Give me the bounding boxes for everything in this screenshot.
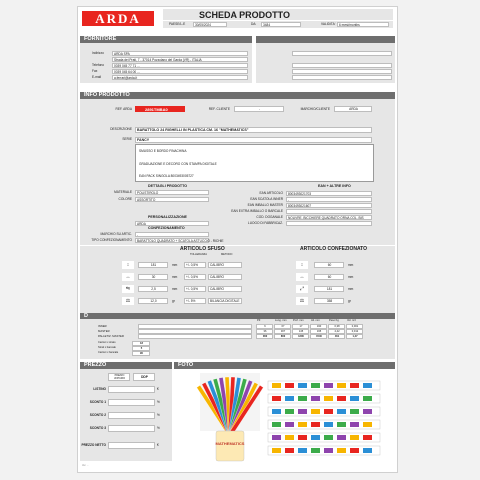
imballi-cell: 1200 <box>292 334 309 339</box>
ruler-decoration <box>324 435 333 440</box>
ruler-decoration <box>337 435 346 440</box>
side-field <box>292 63 392 68</box>
imballi-row-bar <box>138 324 252 329</box>
ruler-decoration <box>337 396 346 401</box>
product-photo-svg <box>198 371 388 463</box>
marchio-value: ARDA <box>334 106 372 112</box>
personalizzazione-heading: PERSONALIZZAZIONE <box>148 215 187 219</box>
imballi-cell: 0,001 <box>346 324 363 329</box>
imballi-cell: 67 <box>274 324 291 329</box>
imballi-row-bar <box>138 329 252 334</box>
serie-value: FANCY <box>135 137 372 143</box>
ean-label: EAN ARTICOLO <box>259 191 283 195</box>
brand-logo-text: ARDA <box>95 10 141 26</box>
field-label: VALIDITA' <box>321 22 336 26</box>
ruler-decoration <box>324 448 333 453</box>
prezzo-input[interactable] <box>108 425 155 432</box>
descrizione-label: DESCRIZIONE <box>110 127 132 131</box>
imballi-cell: 1540 <box>310 334 327 339</box>
fornitore-label: Fax <box>92 69 98 73</box>
section-header-prezzo: PREZZO <box>80 362 172 369</box>
tolleranza-label: TOLLERANZA <box>190 253 207 256</box>
page-title-text: SCHEDA PRODOTTO <box>199 10 291 20</box>
imballi-cell: 0,012 <box>346 329 363 334</box>
imballi-row-label: MASTER <box>98 329 110 333</box>
ruler-decoration <box>298 396 307 401</box>
sfuso-value: 181 <box>138 262 168 268</box>
imballi-row-label: INNER <box>98 324 107 328</box>
imballi-column-header: Lung. mm <box>275 319 287 322</box>
ruler-decoration <box>311 383 320 388</box>
sfuso-method: CALIBRO <box>208 262 242 268</box>
ref-arda-text: 2891TMBA0 <box>145 107 168 112</box>
issue-date: 30/05/2024 <box>193 22 227 27</box>
ean-master: 8003493021607 <box>286 203 372 208</box>
ruler-decoration <box>285 383 294 388</box>
validity: 6 mesi/months <box>337 22 389 27</box>
width-icon: ↔ <box>122 273 134 281</box>
ruler-decoration <box>337 422 346 427</box>
metodo-label: METODO <box>221 253 233 256</box>
ruler-decoration <box>285 396 294 401</box>
ruler-decoration <box>363 435 372 440</box>
prezzo-unit: % <box>157 413 160 417</box>
depth-icon: ⤢ <box>296 285 308 293</box>
fornitore-label: Indirizzo <box>92 51 104 55</box>
articolo-sfuso-heading: ARTICOLO SFUSO <box>180 246 225 252</box>
side-field <box>292 51 392 56</box>
product-photo <box>198 371 388 463</box>
ean-inner: - <box>286 197 372 202</box>
desc-line: GRADUAZIONE E DECORO CON STAMPA DIGITALE <box>139 162 217 166</box>
imballi-cell: 461 <box>328 334 345 339</box>
imballi-column-header: Vol. m3 <box>347 319 356 322</box>
ruler-decoration <box>285 448 294 453</box>
ruler-decoration <box>272 396 281 401</box>
canister-label: MATHEMATICS <box>215 441 245 446</box>
articolo-confezionato-heading: ARTICOLO CONFEZIONATO <box>300 246 368 252</box>
imballi-cell: 360 <box>256 334 273 339</box>
field-label: DA: <box>251 22 257 26</box>
brand-logo <box>82 11 154 26</box>
prezzo-label: SCONTO 2 <box>89 413 106 417</box>
ean-label: EAN IMBALLO MASTER <box>247 203 283 207</box>
pallet-label: Strati x bancale <box>98 346 116 349</box>
conf-unit: mm <box>348 275 354 279</box>
ruler-decoration <box>311 435 320 440</box>
weight-icon: ⚖ <box>122 297 134 305</box>
description-lines <box>135 144 374 182</box>
sfuso-method: CALIBRO <box>208 286 242 292</box>
product-sheet <box>77 6 398 473</box>
ean-label: COD. DOGANALE <box>256 215 283 219</box>
section-header-info: INFO PRODOTTO <box>80 92 395 99</box>
ruler-decoration <box>363 396 372 401</box>
imballi-row-label: PALLETIZ. MASTER <box>98 334 124 338</box>
ruler-decoration <box>350 409 359 414</box>
ean-label: EAN SCATOLA INNER <box>250 197 283 201</box>
prezzo-label: LISTINO <box>93 387 106 391</box>
conf-value: 60 <box>314 262 344 268</box>
fornitore-phone: 0039 045 77 71 ... <box>112 63 248 68</box>
tipo-conf-value: BARATTOLO QUADRATO + SCATOLA ASTUCCIO - RICHIE <box>137 239 224 243</box>
fornitore-label: Telefono <box>92 63 105 67</box>
page-title <box>163 9 393 20</box>
fornitore-fax: 0039 045 64 00 ... <box>112 69 248 74</box>
ruler-decoration <box>311 396 320 401</box>
ruler-decoration <box>298 435 307 440</box>
sfuso-tolerance: +/- 0,5% <box>184 262 206 268</box>
ruler-decoration <box>350 448 359 453</box>
sfuso-method: BILANCIA DIGITALE <box>208 298 242 304</box>
ruler-decoration <box>298 448 307 453</box>
conf-value: 181 <box>314 286 344 292</box>
width-icon: ↔ <box>296 273 308 281</box>
sfuso-tolerance: +/- 0,5% <box>184 274 206 280</box>
sfuso-unit: mm <box>172 263 178 267</box>
imballi-cell: 195 <box>310 329 327 334</box>
sfuso-method: CALIBRO <box>208 274 242 280</box>
confezionamento-heading: CONFEZIONAMENTO <box>148 226 185 230</box>
thickness-icon: ⇋ <box>122 285 134 293</box>
ruler-decoration <box>298 409 307 414</box>
ruler-decoration <box>350 396 359 401</box>
ruler-decoration <box>272 435 281 440</box>
ruler-decoration <box>350 435 359 440</box>
section-header-foto: FOTO <box>174 362 395 369</box>
imballi-column-header: Alt. mm <box>311 319 320 322</box>
sfuso-unit: mm <box>172 275 178 279</box>
ruler-stack-right <box>268 381 380 455</box>
ruler-decoration <box>285 422 294 427</box>
field-label: PAESE/L-E <box>169 22 186 26</box>
fornitore-label: E-mail <box>92 75 102 79</box>
ruler-decoration <box>311 448 320 453</box>
conf-value: 60 <box>314 274 344 280</box>
ref-cliente-value: - <box>234 106 284 112</box>
desc-line: SMUSSO E BORDO FINACHINA <box>139 149 187 153</box>
materiale-value: POLISTIROLO <box>135 190 209 195</box>
tipo-conf-label: TIPO CONFEZIONAMENTO <box>91 238 132 242</box>
prezzo-input[interactable] <box>108 399 155 406</box>
prezzo-label: SCONTO 1 <box>89 400 106 404</box>
imballi-cell: 0,38 <box>328 324 345 329</box>
imballi-cell: 36 <box>256 329 273 334</box>
ruler-decoration <box>363 422 372 427</box>
materiale-label: MATERIALE <box>114 190 132 194</box>
imballi-column-header: Peso Kg <box>329 319 339 322</box>
height-icon: ↕ <box>122 261 134 269</box>
ean-label: EAN EXTRA IMBALLO O BARCALE <box>231 209 283 213</box>
imballi-cell: 800 <box>274 334 291 339</box>
footer-text: Ver. ... <box>82 464 89 467</box>
imballi-cell: 4,42 <box>328 329 345 334</box>
prezzo-input[interactable] <box>108 412 155 419</box>
weight-icon: ⚖ <box>296 297 308 305</box>
imballi-row-bar <box>138 334 252 339</box>
ref-cliente-label: REF. CLIENTE <box>208 107 230 111</box>
ruler-decoration <box>324 422 333 427</box>
ruler-decoration <box>272 422 281 427</box>
ean-heading: EAN + ALTRE INFO <box>318 184 351 188</box>
sfuso-unit: mm <box>172 287 178 291</box>
ddp-header: DDP <box>133 373 155 381</box>
section-header-fornitore: FORNITORE <box>80 36 252 43</box>
ruler-decoration <box>298 383 307 388</box>
ean-articolo: 8003493021703 <box>286 191 372 196</box>
ruler-decoration <box>311 422 320 427</box>
ruler-decoration <box>363 448 372 453</box>
conf-unit: mm <box>348 287 354 291</box>
marchio-artic-label: MARCHIO SU ARTIC. <box>100 232 132 236</box>
imballi-cell: 6 <box>256 324 273 329</box>
ref-arda-label: REF. ARDA <box>115 107 132 111</box>
ruler-decoration <box>363 383 372 388</box>
prezzo-unit: % <box>157 426 160 430</box>
canister <box>216 431 244 461</box>
prezzo-unit: % <box>157 400 160 404</box>
doc-number: 3484 <box>261 22 301 27</box>
pallet-label: Cartoni x strato <box>98 341 116 344</box>
pallet-value: 90 <box>132 351 150 356</box>
ruler-decoration <box>285 435 294 440</box>
marchio-artic-value: - <box>135 232 209 237</box>
fornitore-email: a.ferrari@arda.it <box>112 75 248 80</box>
ruler-decoration <box>350 422 359 427</box>
marchio-label: MARCHIO/CLIENTE <box>300 107 330 111</box>
side-field <box>292 69 392 74</box>
prezzo-label: SCONTO 3 <box>89 426 106 430</box>
section-header-blank <box>256 36 395 43</box>
imballi-cell: 17 <box>292 324 309 329</box>
prezzo-input[interactable] <box>108 442 155 449</box>
ruler-decoration <box>337 383 346 388</box>
ruler-decoration <box>298 422 307 427</box>
prezzo-unitario-header: PREZZO UNITARIO <box>108 373 130 381</box>
pallet-label: Cartoni x bancale <box>98 351 119 354</box>
imballi-column-header: PZ <box>257 319 261 322</box>
prezzo-input[interactable] <box>108 386 155 393</box>
ruler-decoration <box>272 383 281 388</box>
ruler-decoration <box>272 409 281 414</box>
ruler-decoration <box>324 396 333 401</box>
prezzo-label: PREZZO NETTO <box>81 443 106 447</box>
luogo-fabbricazione <box>286 221 372 226</box>
ruler-decoration <box>324 383 333 388</box>
fornitore-name: ARDA SPA <box>112 51 248 56</box>
imballi-cell: 307 <box>274 329 291 334</box>
sfuso-unit: gr <box>172 299 175 303</box>
side-field <box>292 75 392 80</box>
dettagli-heading: DETTAGLI PRODOTTO <box>148 184 187 188</box>
imballi-cell: 145 <box>292 329 309 334</box>
sfuso-value: 12,0 <box>138 298 168 304</box>
cod-doganale: NOUVRE. BICCHIERE QUADRATO ORNA COL. BIS <box>286 215 372 220</box>
prezzo-unit: € <box>157 443 159 447</box>
desc-line: EAN PACK SINGOLA 8003493005727 <box>139 174 194 178</box>
ruler-decoration <box>311 409 320 414</box>
pallet-value: 5 <box>132 346 150 351</box>
ref-arda-value <box>135 106 185 112</box>
ruler-decoration <box>350 383 359 388</box>
conf-unit: gr <box>348 299 351 303</box>
ruler-decoration <box>272 448 281 453</box>
prezzo-unit: € <box>157 387 159 391</box>
serie-label: SERIE <box>122 137 132 141</box>
pallet-value: 18 <box>132 341 150 346</box>
ean-extra <box>286 209 372 214</box>
ruler-decoration <box>324 409 333 414</box>
imballi-column-header: Prof. mm <box>293 319 304 322</box>
ruler-decoration <box>363 409 372 414</box>
sfuso-value: 2,5 <box>138 286 168 292</box>
ean-label: LUOGO DI FABBRICAZ. <box>247 221 283 225</box>
header-fields <box>163 21 393 28</box>
imballi-cell: 1,47 <box>346 334 363 339</box>
ruler-decoration <box>337 448 346 453</box>
colore-label: COLORE <box>118 197 132 201</box>
section-header-imballi: D <box>80 313 395 319</box>
conf-unit: mm <box>348 263 354 267</box>
descrizione-value: BARATTOLO 24 RIGHELLI IN PLASTICA CM. 16 "MATHEMATICS" <box>135 127 372 133</box>
personalizzazione-value: ARDA <box>135 221 209 226</box>
ruler-decoration <box>285 409 294 414</box>
ruler-decoration <box>337 409 346 414</box>
sfuso-tolerance: +/- 0,5% <box>184 286 206 292</box>
sfuso-tolerance: +/- 5% <box>184 298 206 304</box>
conf-value: 358 <box>314 298 344 304</box>
height-icon: ↕ <box>296 261 308 269</box>
imballi-cell: 190 <box>310 324 327 329</box>
sfuso-value: 30 <box>138 274 168 280</box>
colore-value: ASSORTITO <box>135 197 209 202</box>
fornitore-address: Strada dei Prati, 7 - 37014 Pozzolano del Garda (VR) - ITALIA <box>112 57 248 62</box>
